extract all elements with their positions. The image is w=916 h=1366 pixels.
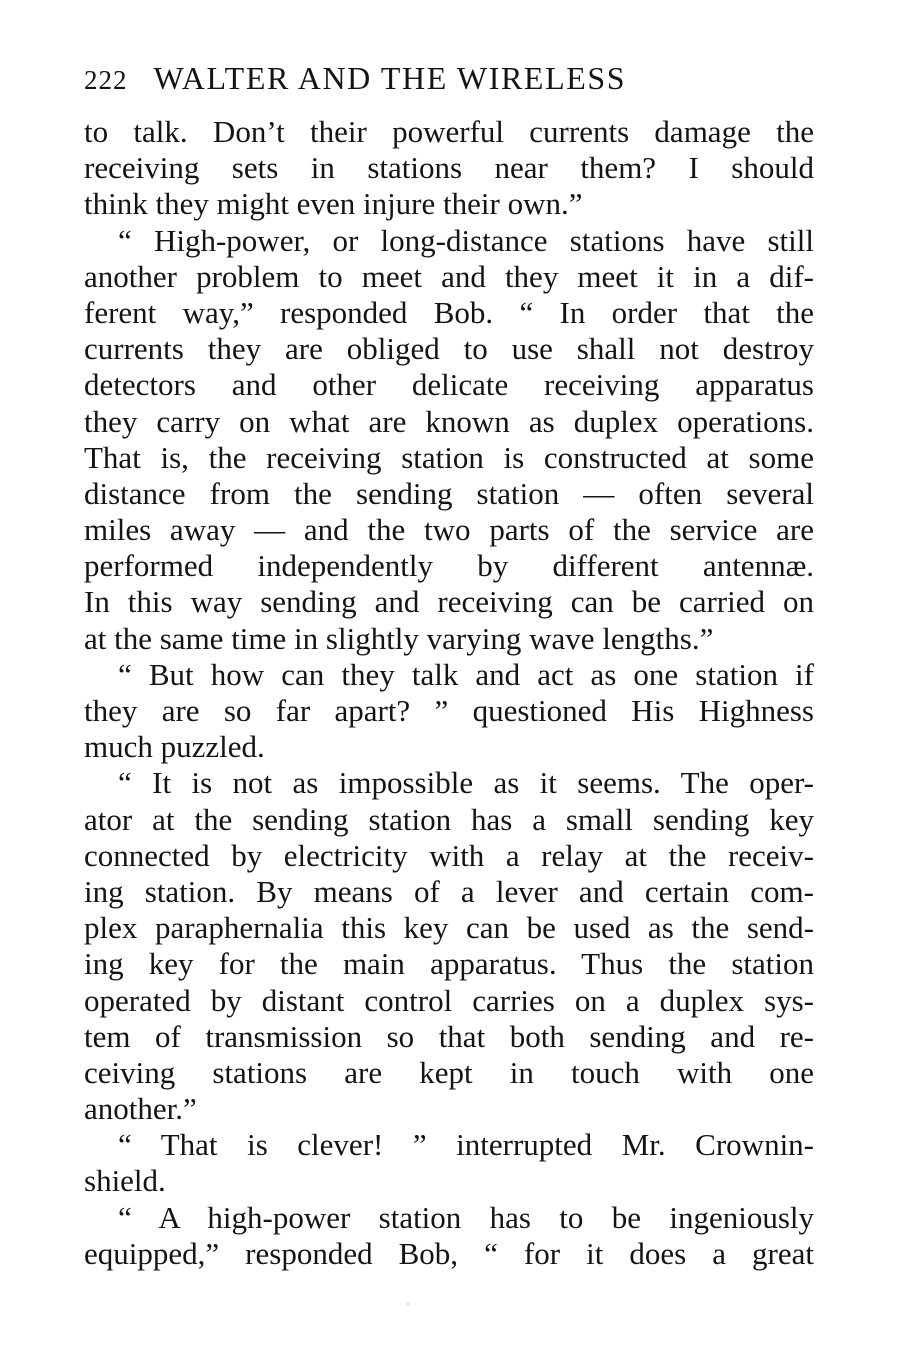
text-line: to talk. Don’t their powerful currents damage the	[84, 114, 814, 149]
text-line: distance from the sending station — often several	[84, 475, 814, 511]
book-title: WALTER AND THE WIRELESS	[153, 60, 627, 96]
text-line: shield.	[84, 1163, 166, 1199]
text-line: miles away — and the two parts of the service are	[84, 512, 814, 548]
text-line: they carry on what are known as duplex operations.	[84, 403, 814, 439]
paper-speck	[407, 1303, 409, 1305]
text-line: “ But how can they talk and act as one station if	[118, 656, 814, 692]
text-line: operated by distant control carries on a duplex sys-	[84, 982, 814, 1018]
text-line: think they might even injure their own.”	[84, 186, 583, 222]
text-line: “ A high-power station has to be ingeniously	[118, 1199, 814, 1235]
text-line: “ It is not as impossible as it seems. The oper-	[118, 765, 814, 801]
text-line: In this way sending and receiving can be carried on	[84, 584, 814, 620]
running-head	[84, 56, 814, 100]
page-number: 222	[84, 65, 128, 95]
text-line: detectors and other delicate receiving apparatus	[84, 367, 814, 403]
text-line: another problem to meet and they meet it in a dif-	[84, 258, 814, 294]
text-line: That is, the receiving station is constructed at some	[84, 439, 814, 475]
text-line: currents they are obliged to use shall not destroy	[84, 331, 814, 367]
text-line: plex paraphernalia this key can be used as the send-	[84, 910, 814, 946]
body-text	[84, 114, 814, 1272]
text-line: they are so far apart? ” questioned His Highness	[84, 693, 814, 728]
text-line: connected by electricity with a relay at the receiv-	[84, 837, 814, 873]
text-line: ing key for the main apparatus. Thus the station	[84, 946, 814, 982]
text-line: performed independently by different antennæ.	[84, 548, 814, 584]
text-line: ing station. By means of a lever and certain com-	[84, 873, 814, 909]
text-line: equipped,” responded Bob, “ for it does a great	[84, 1235, 814, 1271]
text-line: at the same time in slightly varying wave lengths.”	[84, 620, 714, 656]
text-line: ator at the sending station has a small sending key	[84, 801, 814, 837]
text-line: another.”	[84, 1091, 197, 1127]
text-line: “ That is clever! ” interrupted Mr. Crownin-	[118, 1127, 814, 1163]
text-line: ceiving stations are kept in touch with one	[84, 1054, 814, 1090]
text-line: ferent way,” responded Bob. “ In order that the	[84, 294, 814, 330]
text-line: tem of transmission so that both sending and re-	[84, 1018, 814, 1054]
text-line: receiving sets in stations near them? I should	[84, 150, 814, 186]
text-line: “ High-power, or long-distance stations have still	[118, 222, 814, 258]
text-line: much puzzled.	[84, 729, 265, 765]
